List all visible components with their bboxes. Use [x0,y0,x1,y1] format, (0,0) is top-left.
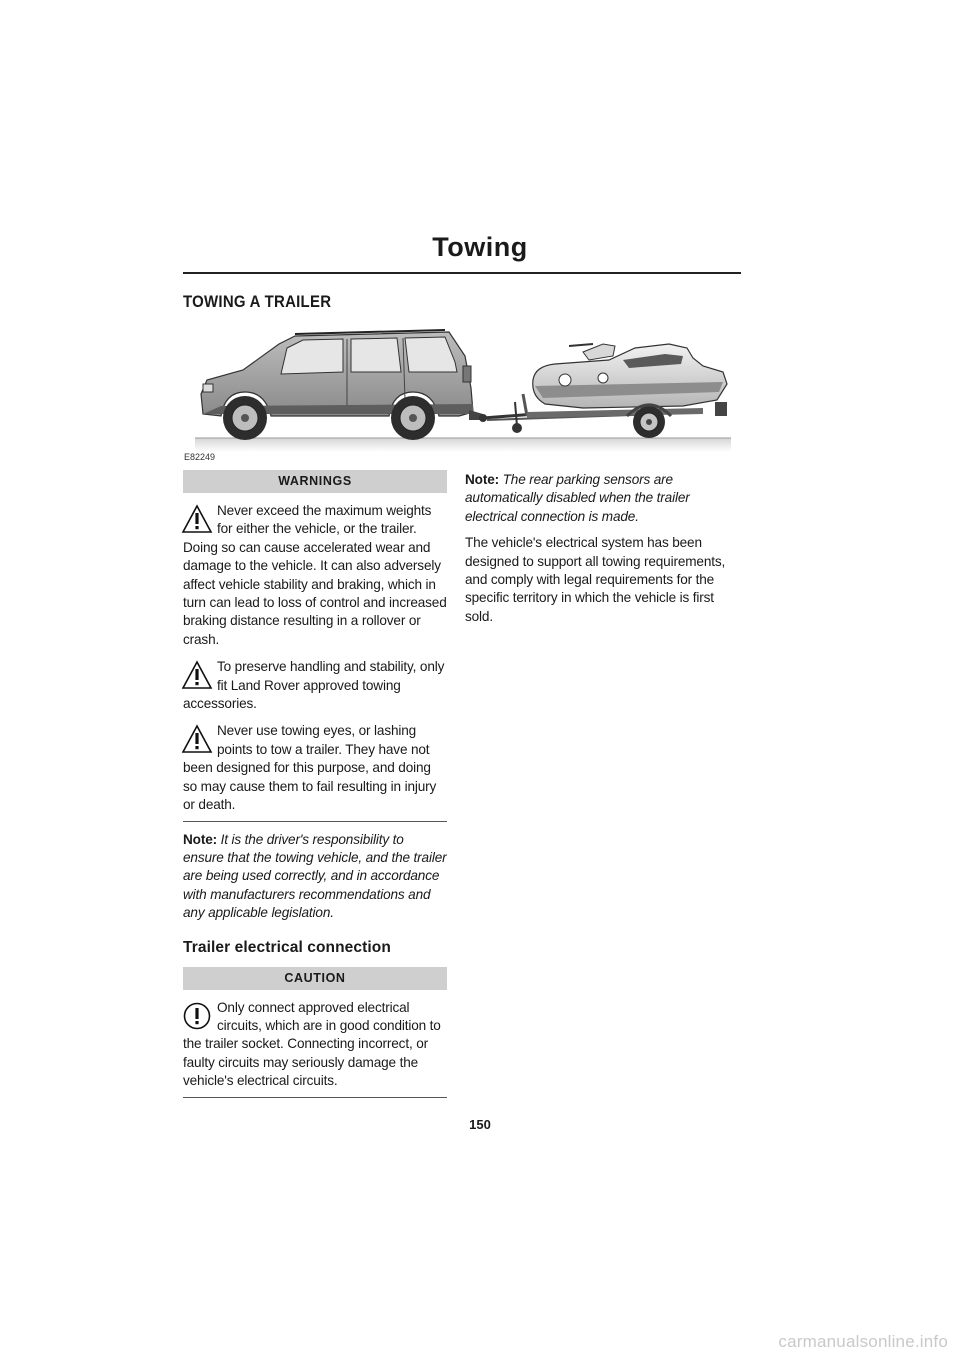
note-text: It is the driver's responsibility to ensure that the towing vehicle, and the trailer are being used correctly, and in accordance with manufacturers recommendations and any applicable legislation. [183,831,447,921]
right-column [465,462,741,626]
warning-triangle-icon [181,724,213,754]
warning-item [183,722,447,814]
warning-item [183,502,447,649]
header-rule [183,272,741,274]
warning-item [183,658,447,713]
warning-triangle-icon [181,660,213,690]
note-parking-sensors [465,471,741,526]
caution-box [183,967,447,1098]
page-number: 150 [469,1117,491,1132]
subsection-title: Trailer electrical connection [183,938,391,956]
note-label: Note: [183,831,217,847]
warnings-bottom-rule [183,821,447,822]
caution-circle-icon [181,1001,213,1031]
warning-triangle-icon [181,504,213,534]
warning-text: Never exceed the maximum weights for either the vehicle, or the trailer. Doing so can cause accelerated wear and damage to the vehicle. It can also adversely affect vehicle stability and braking, which in turn can lead to loss of control and increased braking distance resulting in a rollover or crash. [183,503,447,647]
warnings-heading: WARNINGS [183,470,447,493]
section-title: TOWING A TRAILER [183,292,332,311]
watermark: carmanualsonline.info [778,1332,948,1351]
suv-towing-jetski-drawing [183,322,741,452]
page-title: Towing [432,232,528,262]
caution-text: Only connect approved electrical circuits, which are in good condition to the trailer socket. Connecting incorrect, or faulty circuits may seriously damage the vehicle's electrical circuits. [183,999,441,1089]
caution-item [183,999,447,1091]
warnings-box [183,470,447,822]
caution-bottom-rule [183,1097,447,1098]
note-driver-responsibility [183,831,447,923]
electrical-system-paragraph: The vehicle's electrical system has been designed to support all towing requirements, and comply with legal requirements for the specific territory in which the vehicle is first sold. [465,535,726,624]
figure-reference: E82249 [184,452,216,462]
note-text: The rear parking sensors are automatically disabled when the trailer electrical connection is made. [465,472,690,524]
towing-illustration [183,322,741,466]
warning-text: Never use towing eyes, or lashing points to tow a trailer. They have not been designed for this purpose, and doing so may cause them to fail resulting in injury or death. [183,723,437,813]
warning-text: To preserve handling and stability, only fit Land Rover approved towing accessories. [183,659,445,712]
caution-heading: CAUTION [183,967,447,990]
left-column [183,470,447,1098]
note-label: Note: [465,472,499,487]
